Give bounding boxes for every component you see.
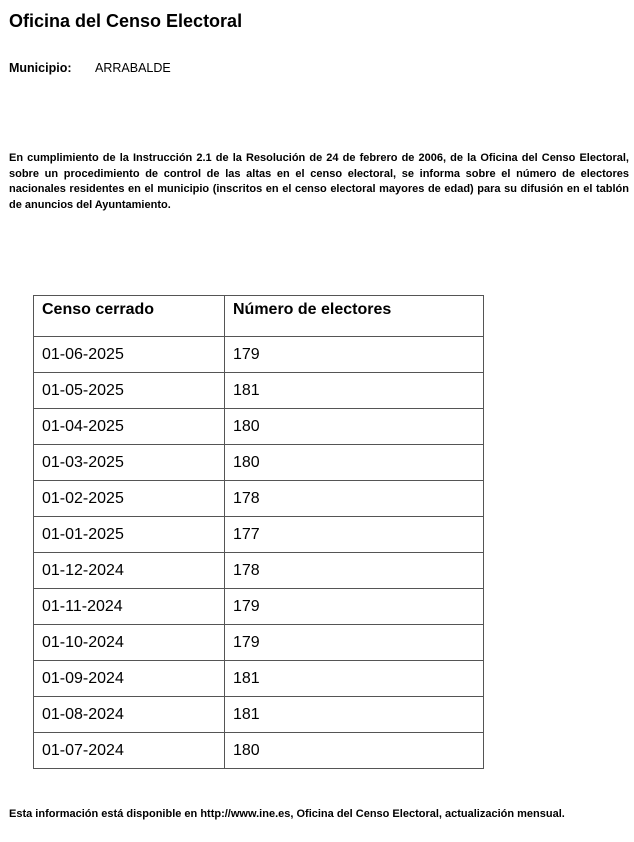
intro-paragraph: En cumplimiento de la Instrucción 2.1 de la Resolución de 24 de febrero de 2006, de la Oficina del Censo Electoral, sobre un procedimiento de control de las altas en el censo electoral, se informa sobre el número de electores nacionales residentes en el municipio (inscritos en el censo electoral mayores de edad) para su difusión en el tablón de anuncios del Ayuntamiento. xyxy=(9,152,629,211)
municipio-value: ARRABALDE xyxy=(95,61,171,75)
electores-count-cell: 180 xyxy=(225,733,484,769)
table-row xyxy=(34,661,484,697)
table-header-row xyxy=(34,296,484,337)
municipio-label: Municipio: xyxy=(9,61,72,75)
censo-date-cell: 01-02-2025 xyxy=(34,481,225,517)
censo-date-cell: 01-08-2024 xyxy=(34,697,225,733)
censo-date-cell: 01-11-2024 xyxy=(34,589,225,625)
table-row xyxy=(34,337,484,373)
censo-date-cell: 01-04-2025 xyxy=(34,409,225,445)
censo-date-cell: 01-06-2025 xyxy=(34,337,225,373)
censo-date-cell: 01-05-2025 xyxy=(34,373,225,409)
table-row xyxy=(34,481,484,517)
table-row xyxy=(34,697,484,733)
table-row xyxy=(34,733,484,769)
municipio-row xyxy=(9,60,171,76)
page-title: Oficina del Censo Electoral xyxy=(9,11,243,31)
column-header-numero-electores: Número de electores xyxy=(225,296,484,337)
table-row xyxy=(34,517,484,553)
table-row xyxy=(34,409,484,445)
censo-date-cell: 01-12-2024 xyxy=(34,553,225,589)
censo-date-cell: 01-07-2024 xyxy=(34,733,225,769)
electores-count-cell: 178 xyxy=(225,481,484,517)
censo-date-cell: 01-10-2024 xyxy=(34,625,225,661)
footer-note: Esta información está disponible en http://www.ine.es, Oficina del Censo Electoral, actualización mensual. xyxy=(9,808,565,820)
census-table-body xyxy=(34,337,484,769)
censo-date-cell: 01-03-2025 xyxy=(34,445,225,481)
electores-count-cell: 179 xyxy=(225,589,484,625)
census-table xyxy=(33,295,484,769)
electores-count-cell: 179 xyxy=(225,625,484,661)
table-row xyxy=(34,625,484,661)
electores-count-cell: 181 xyxy=(225,373,484,409)
electores-count-cell: 178 xyxy=(225,553,484,589)
electores-count-cell: 180 xyxy=(225,445,484,481)
table-row xyxy=(34,553,484,589)
electores-count-cell: 179 xyxy=(225,337,484,373)
electores-count-cell: 177 xyxy=(225,517,484,553)
column-header-censo-cerrado: Censo cerrado xyxy=(34,296,225,337)
table-row xyxy=(34,445,484,481)
censo-date-cell: 01-01-2025 xyxy=(34,517,225,553)
table-row xyxy=(34,373,484,409)
censo-date-cell: 01-09-2024 xyxy=(34,661,225,697)
electores-count-cell: 181 xyxy=(225,697,484,733)
table-row xyxy=(34,589,484,625)
electores-count-cell: 180 xyxy=(225,409,484,445)
electores-count-cell: 181 xyxy=(225,661,484,697)
